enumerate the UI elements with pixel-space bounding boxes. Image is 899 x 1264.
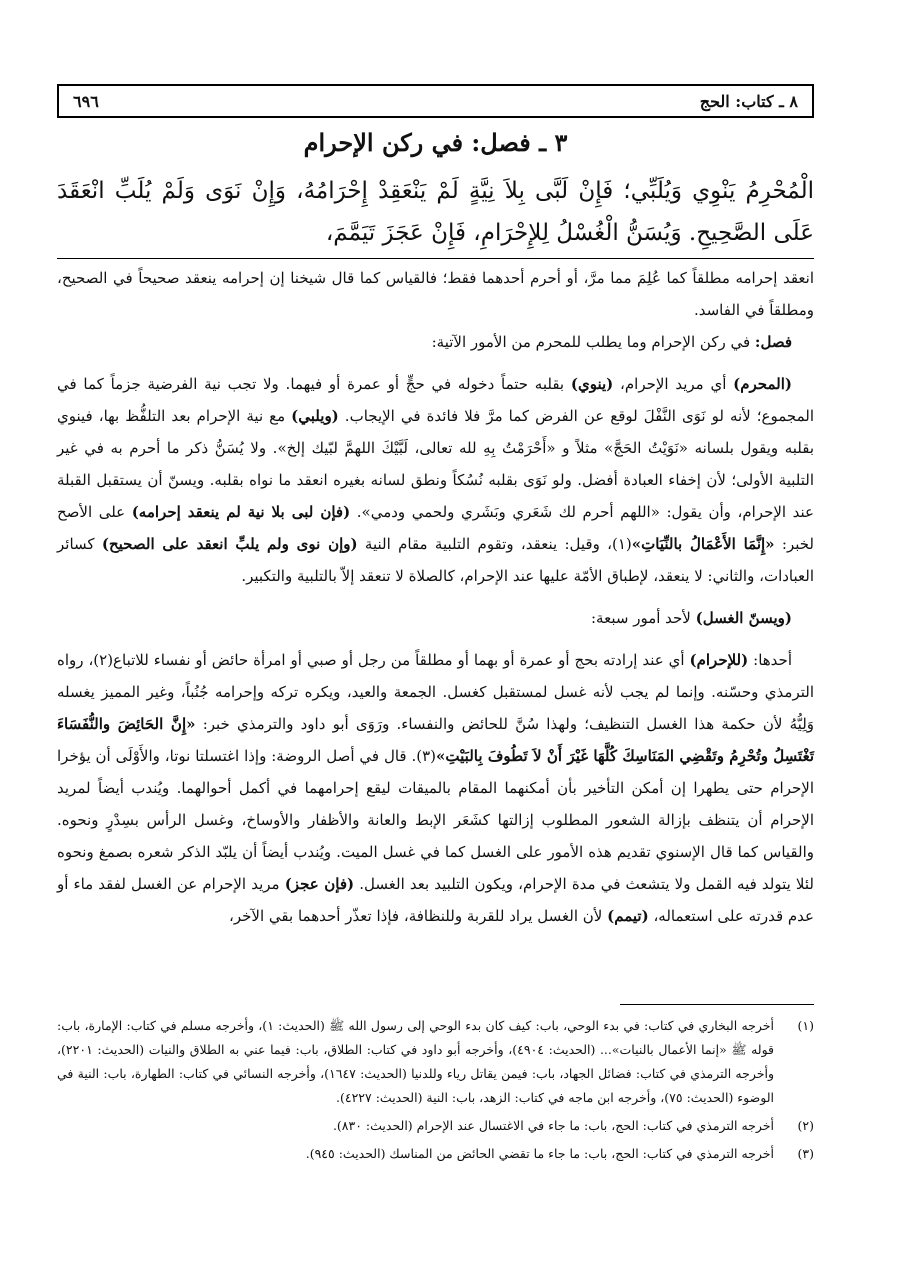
matn-quote: (فإن لبى بلا نية لم ينعقد إحرامه)	[131, 503, 351, 521]
section-title: ٣ ـ فصل: في ركن الإحرام	[303, 128, 568, 157]
matn-quote: (تيمم)	[607, 907, 649, 925]
footnote	[57, 1114, 814, 1138]
hadith-quote: «إِنَّمَا الأَعْمَالُ بالنِّيَاتِ»	[631, 535, 775, 553]
matn-quote: (وإن نوى ولم يلبِّ انعقد على الصحيح)	[101, 535, 358, 553]
footnote-text: أخرجه الترمذي في كتاب: الحج، باب: ما جاء ما تقضي الحائض من المناسك (الحديث: ٩٤٥).	[305, 1146, 774, 1161]
commentary-text: أحدها:	[748, 651, 792, 669]
commentary-paragraph	[57, 326, 814, 358]
commentary	[57, 262, 814, 932]
page-number: ٦٩٦	[73, 91, 99, 111]
matn-quote: (المحرم)	[733, 375, 792, 393]
commentary-text: بقلبه حتماً دخوله في حجٍّ أو عمرة أو فيهما. ولا تجب نية الفرضية جزماً كما في المجموع؛ لأنه لو نَوَى النَّفْلَ لوقع عن الفرض كما مرَّ فلا فائدة في الإيجاب.	[57, 375, 814, 425]
footnote-divider	[620, 1004, 814, 1005]
matn-quote: (ويسنّ الغسل)	[695, 609, 792, 627]
commentary-text: مريد الإحرام عن الغسل لفقد ماء أو عدم قدرته على استعماله،	[57, 875, 814, 925]
book-title: ٨ ـ كتاب: الحج	[699, 91, 798, 111]
hadith-quote: «إِنَّ الحَائِضَ والنُّفَسَاءَ تَغْتَسِلُ وتُحْرِمُ وتَقْضِي المَنَاسِكَ كُلَّهَا غَيْرَ أَنْ لاَ تَطُوفَ بِالبَيْتِ»	[57, 715, 814, 765]
footnotes	[57, 1014, 814, 1166]
matn-quote: (ويلبي)	[291, 407, 339, 425]
footnote-text: أخرجه الترمذي في كتاب: الحج، باب: ما جاء في الاغتسال عند الإحرام (الحديث: ٨٣٠).	[332, 1118, 774, 1133]
section-lead: فصل:	[754, 333, 792, 351]
running-header	[57, 84, 814, 118]
footnote	[57, 1142, 814, 1166]
matn-divider	[57, 258, 814, 259]
commentary-text: (٣). قال في أصل الروضة: وإذا اغتسلتا نوتا، والأَوْلَى أن يؤخرا الإحرام حتى يطهرا إن أمكن التأخير بأن أمكنهما المقام بالميقات ليقع إحرامهما في أكمل أحوالهما. ويُندب أيضاً لمريد الإحرام أن يتنظف بإزالة الشعور المطلوب إزالتها كشَعَر الإبط والعانة والأظفار والأوساخ، وغسل الرأس بسِدْرٍ ونحوه. والقياس كما قال الإسنوي تقديم هذه الأمور على الغسل كما في غسل الميت. ويُندب أيضاً أن يلبّد الذكر شعره بصمغ ونحوه لئلا يتولد فيه القمل ولا يتشعث في مدة الإحرام، ويكون التلبيد بعد الغسل.	[57, 747, 814, 893]
matn-text: الْمُحْرِمُ يَنْوِي وَيُلَبِّي؛ فَإِنْ لَبَّى بِلاَ نِيَّةٍ لَمْ يَنْعَقِدْ إِحْرَامُهُ، وَإِنْ نَوَى وَلَمْ يُلَبِّ انْعَقَدَ عَلَى الصَّحِيحِ. وَيُسَنُّ الْغُسْلُ لِلإِحْرَامِ، فَإِنْ عَجَزَ تَيَمَّمَ،	[57, 178, 814, 246]
commentary-text: لأحد أمور سبعة:	[591, 609, 696, 627]
matn-quote: (ينوي)	[570, 375, 614, 393]
matn-quote: (فإن عجز)	[284, 875, 355, 893]
footnote	[57, 1014, 814, 1110]
commentary-text: على الأصح لخبر:	[57, 503, 814, 553]
commentary-text: لأن الغسل يراد للقربة وللنظافة، فإذا تعذّر أحدهما بقي الآخر،	[229, 907, 608, 925]
footnote-number: (٣)	[797, 1146, 814, 1161]
footnote-number: (١)	[797, 1018, 814, 1033]
footnote-number: (٢)	[797, 1118, 814, 1133]
commentary-paragraph	[57, 644, 814, 932]
commentary-paragraph	[57, 262, 814, 326]
commentary-text: كسائر العبادات، والثاني: لا ينعقد، لإطباق الأمّة عليها عند الإحرام، كالصلاة لا تنعقد إلاّ بالتلبية والتكبير.	[57, 535, 814, 585]
commentary-paragraph	[57, 602, 814, 634]
footnote-text: أخرجه البخاري في كتاب: في بدء الوحي، باب: كيف كان بدء الوحي إلى رسول الله ﷺ (الحديث: ١)، وأخرجه مسلم في كتاب: الإمارة، باب: قوله ﷺ «إنما الأعمال بالنيات»... (الحديث: ٤٩٠٤)، وأخرجه أبو داود في كتاب: الطلاق، باب: فيما عني به الطلاق والنيات (الحديث: ٢٢٠١)، وأخرجه الترمذي في كتاب: فضائل الجهاد، باب: فيمن يقاتل رياء وللدنيا (الحديث: ١٦٤٧)، وأخرجه النسائي في كتاب: الطهارة، باب: النية في الوضوء (الحديث: ٧٥)، وأخرجه ابن ماجه في كتاب: الزهد، باب: النية (الحديث: ٤٢٢٧).	[57, 1018, 775, 1105]
commentary-text: أي مريد الإحرام،	[613, 375, 734, 393]
commentary-text: انعقد إحرامه مطلقاً كما عُلِمَ مما مرَّ، أو أحرم أحدهما فقط؛ فالقياس كما قال شيخنا إن إحرامه ينعقد صحيحاً في الصحيح، ومطلقاً في الفاسد.	[57, 269, 814, 319]
matn-quote: (للإحرام)	[689, 651, 749, 669]
commentary-text: أي عند إرادته بحج أو عمرة أو بهما أو مطلقاً من رجل أو صبي أو امرأة حائض أو نفساء للاتباع(٢)، رواه الترمذي وحسّنه. وإنما لم يجب لأنه غسل لمستقبل كغسل. الجمعة والعيد، ويكره تركه وإحرامه جُنُباً، وغير المميز يغسله وَلِيُّهُ لأن حكمة هذا الغسل التنظيف؛ ولهذا سُنَّ للحائض والنفساء. ورَوَى أبو داود والترمذي خبر:	[57, 651, 815, 733]
commentary-text: (١)، وقيل: ينعقد، وتقوم التلبية مقام النية	[357, 535, 632, 553]
commentary-paragraph	[57, 368, 814, 592]
commentary-text: في ركن الإحرام وما يطلب للمحرم من الأمور الآتية:	[431, 333, 755, 351]
commentary-text: مع نية الإحرام بعد التلفُّظ بها، فينوي بقلبه ويقول بلسانه «نَوَيْتُ الحَجَّ» مثلاً و «أَحْرَمْتُ بِهِ لله تعالى، لَبَّيْكَ اللهمَّ لبّيك إلخ». ولا يُسَنُّ ذكر ما أحرم به في غير التلبية الأولى؛ لأن إخفاء العبادة أفضل. ولو نَوَى بقلبه نُسُكاً ونطق لسانه بغيره انعقد ما نواه بقلبه. ويسنّ أن يستقبل القبلة عند الإحرام، وأن يقول: «اللهم أحرم لك شَعَري وبَشَري ولحمي ودمي».	[57, 407, 814, 521]
